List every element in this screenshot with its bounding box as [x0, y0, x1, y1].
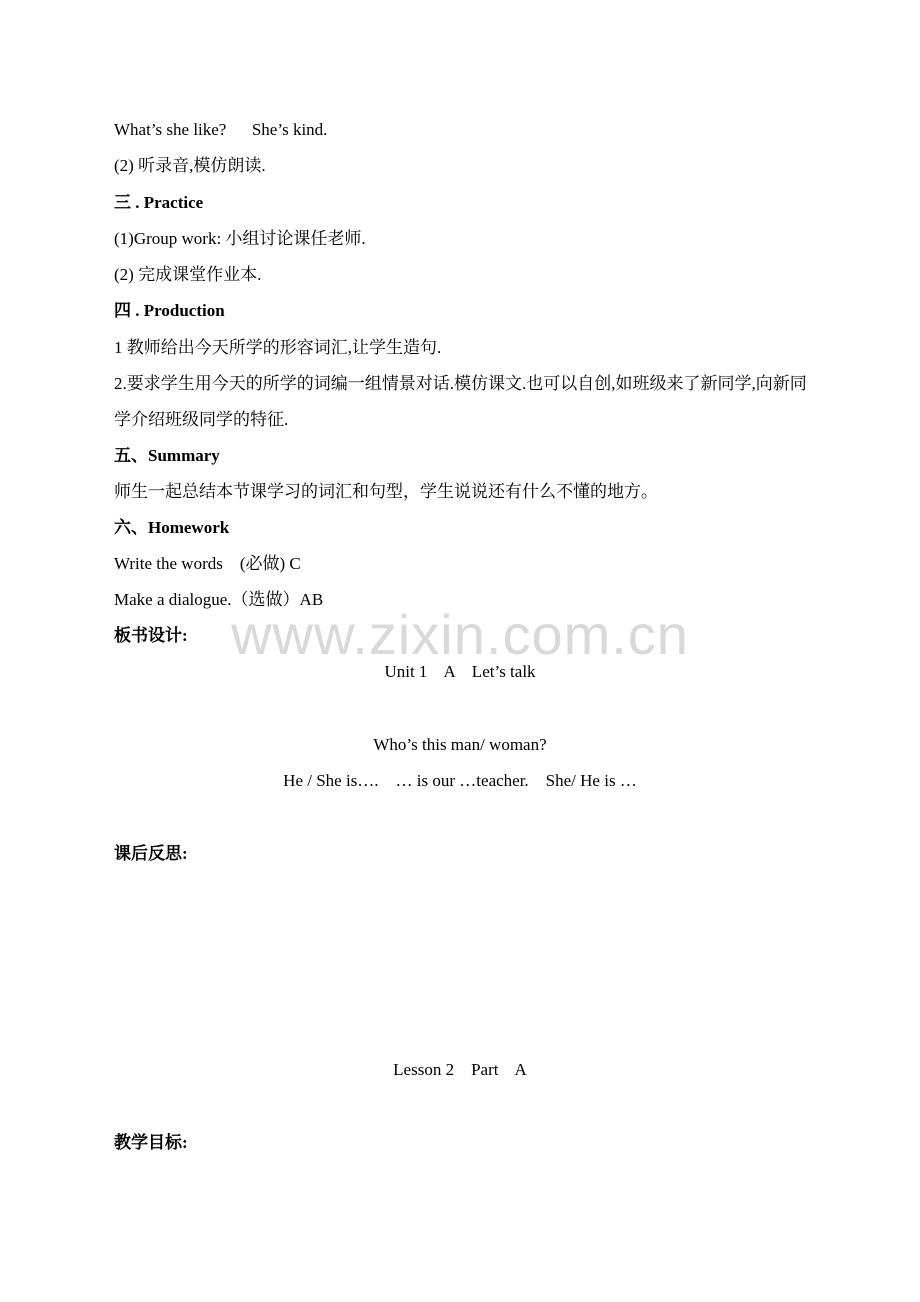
objectives-heading: 教学目标:: [114, 1133, 188, 1152]
dialogue-line: What’s she like? She’s kind.: [114, 120, 328, 139]
group-work-step: (1)Group work: 小组讨论课任老师.: [114, 229, 366, 248]
homework-item-1: Write the words (必做) C: [114, 554, 301, 573]
section-practice-heading: 三 . Practice: [114, 193, 204, 212]
board-question: Who’s this man/ woman?: [373, 735, 547, 754]
listen-repeat-step: (2) 听录音,模仿朗读.: [114, 156, 266, 175]
board-design-heading: 板书设计:: [114, 626, 188, 645]
watermark: www.zixin.com.cn: [231, 603, 689, 666]
homework-item-2: Make a dialogue.（选做）AB: [114, 590, 324, 609]
board-answer: He / She is…. … is our …teacher. She/ He is …: [283, 771, 637, 790]
production-step-2: 2.要求学生用今天的所学的词编一组情景对话.模仿课文.也可以自创,如班级来了新同学,向新同学介绍班级同学的特征.: [114, 374, 807, 429]
summary-text: 师生一起总结本节课学习的词汇和句型，学生说说还有什么不懂的地方。: [114, 482, 658, 501]
reflection-heading: 课后反思:: [114, 844, 188, 863]
section-summary-heading: 五、Summary: [114, 446, 220, 465]
lesson-title: Lesson 2 Part A: [393, 1060, 527, 1079]
workbook-step: (2) 完成课堂作业本.: [114, 265, 262, 284]
section-production-heading: 四 . Production: [114, 301, 225, 320]
section-homework-heading: 六、Homework: [114, 518, 230, 537]
production-step-1: 1 教师给出今天所学的形容词汇,让学生造句.: [114, 338, 442, 357]
board-title: Unit 1 A Let’s talk: [384, 662, 536, 681]
